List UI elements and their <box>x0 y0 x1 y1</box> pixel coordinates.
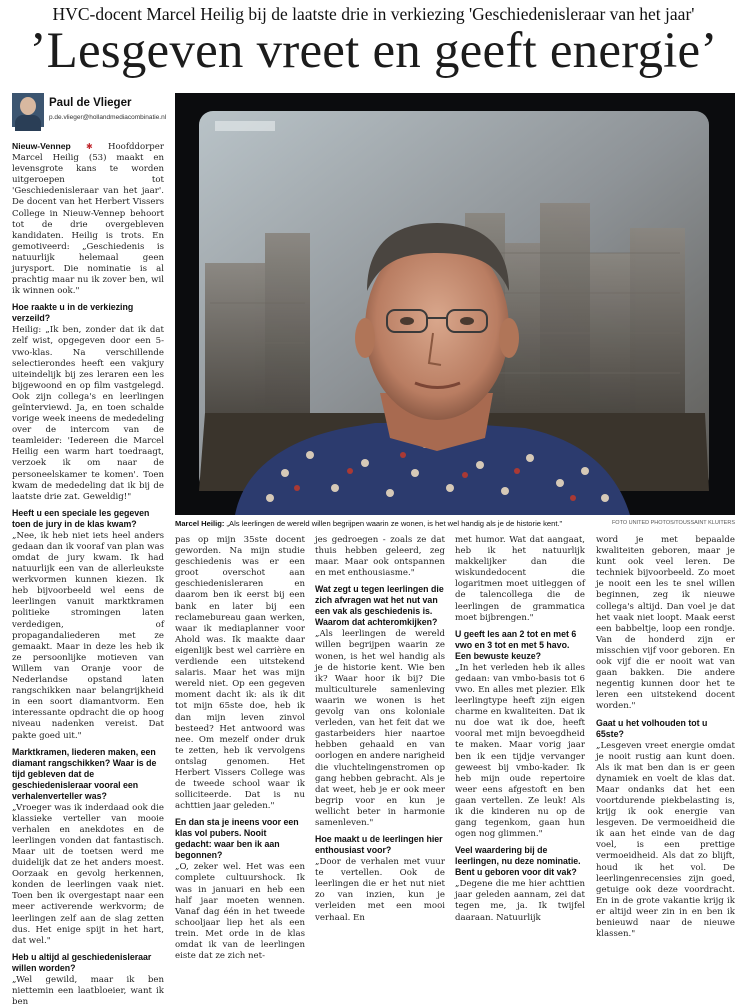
question-heading: Wat zegt u tegen leerlingen die zich afvragen wat het nut van een vak als geschiedenis is. Waarom dat achteromkijken? <box>315 584 444 628</box>
caption-name: Marcel Heilig: <box>175 519 225 528</box>
answer-paragraph: „Als leerlingen de wereld willen begrijpen waarin ze wonen, is het wel handig als je de historie kent. Wie ben ik? Waar hoor ik bij? Die multiculturele samenleving waarin we wonen is het gevolg van ons koloniale verleden, van het feit dat we gastarbeiders hier naartoe hebben gehaald en van oorlogen en andere narigheid die vluchtelingenstromen op gang hebben gebracht. Als je dat weet, heb je er ook meer begrip voor en kun je wellicht beter in harmonie samenleven." <box>315 629 445 828</box>
question-heading: Heb u altijd al geschiedenisleraar willen worden? <box>12 951 152 973</box>
answer-paragraph: „Vroeger was ik inderdaad ook die klassieke verteller van mooie verhalen en anekdotes en de leerlingen vonden dat fantastisch. Maar uit de toetsen werd me duidelijk dat ze het anders moest. Oorzaak en gevolg herkennen, konden de leerlingen vaak niet. Toen ben ik overgestapt naar een meer activerende werkvorm; de leerlingen zelf aan de slag zetten dus. Het enige spijt in het hart, dat wel." <box>12 802 164 946</box>
author-avatar <box>12 93 44 127</box>
answer-paragraph: jes gedroegen - zoals ze dat thuis hebben geleerd, zeg maar. Maar ook ontspannen en met enthousiasme." <box>315 535 445 579</box>
question-heading: En dan sta je ineens voor een klas vol pubers. Nooit gedacht: waar ben ik aan begonnen? <box>175 817 299 861</box>
caption-text: „Als leerlingen de wereld willen begrijpen waarin ze wonen, is het wel handig als je de historie kent." <box>226 519 563 528</box>
answer-paragraph: word je met bepaalde kwaliteiten geboren, maar je kunt ook veel leren. De techniek bijvoorbeeld. Zo moet je nooit een les te snel willen beginnen, zeg ik nieuwe collega's altijd. Dan voel je dat het vaak niet loopt. Maak eerst een babbeltje, loop een rondje. Van de honderd zijn er misschien vijf voor geboren. En ook vijf die er nooit wat van gaan bakken. Die andere negentig kunnen door het te leren een uitstekend docent worden." <box>596 535 735 712</box>
author-email[interactable]: p.de.vlieger@hollandmediacombinatie.nl <box>49 114 167 121</box>
question-heading: Hoe raakte u in de verkiezing verzeild? <box>12 302 134 324</box>
photo-caption <box>175 519 595 528</box>
intro-text: Hoofddorper Marcel Heilig (53) maakt en levensgrote kans te worden uitgeroepen tot 'Geschiedenisleraar van het jaar'. De docent van het Herbert Vissers College in Nieuw-Vennep behoort tot de drie overgebleven kandidaten. Heilig is trots. En gemotiveerd: „Geschiedenis is natuurlijk helemaal geen jurysport. Die nominatie is al prachtig maar nu ik zover ben, wil ik winnen ook." <box>12 142 164 297</box>
photo-credit: FOTO UNITED PHOTOS/TOUSSAINT KLUITERS <box>611 520 735 526</box>
answer-paragraph: Heilig: „Ik ben, zonder dat ik dat zelf wist, opgegeven door een 5-vwo-klas. Na verschillende selectierondes heeft een vakjury uiteindelijk bij zes leraren een les bijgewoond en op film vastgelegd. Ook zijn collega's en leerlingen geïnterviewd. Ja, en toen schalde vorige week ineens de mededeling over de intercom van de teamleider: 'Iedereen die Marcel Heilig een warm hart toedraagt, verzoek ik om naar de personeelskamer te komen'. Toen kwam de mededeling dat ik bij de laatste drie zat. Geweldig!" <box>12 325 164 502</box>
question-heading: Heeft u een speciale les gegeven toen de jury in de klas kwam? <box>12 507 150 529</box>
column-2 <box>175 535 305 962</box>
column-1 <box>12 141 164 1007</box>
dateline-place: Nieuw-Vennep <box>12 141 71 151</box>
answer-paragraph: met humor. Wat dat aangaat, heb ik het natuurlijk makkelijker dan die wiskundedocent die logaritmen moet uitleggen of de talencollega die de leerlingen de grammatica moet bijbrengen." <box>455 535 585 623</box>
intro-paragraph <box>12 141 164 297</box>
question-heading: Gaat u het volhouden tot u 65ste? <box>596 717 708 739</box>
column-4 <box>455 535 585 923</box>
portrait-illustration <box>175 93 735 515</box>
dateline-star-icon: ✱ <box>86 142 93 151</box>
author-name: Paul de Vlieger <box>49 97 132 109</box>
answer-paragraph: pas op mijn 35ste docent geworden. Na mijn studie geschiedenis was er een groot overschot aan geschiedenisleraren en daarom ben ik eerst bij een bank en later bij een reclamebureau gaan werken, waar ik mediaplanner voor Ahold was. Ik maakte daar eigenlijk best wel carrière en verdiende een uitstekend salaris. Maar het was mijn wereld niet. Op een gegeven moment dacht ik: als ik dit tot mijn 65ste doe, heb ik dan mijn leven zinvol besteed? Het antwoord was nee. Om mezelf onder druk te zetten, heb ik vervolgens ontslag genomen. Het Herbert Vissers College was de tweede school waar ik solliciteerde. Dat is nu achttien jaar geleden." <box>175 535 305 812</box>
kicker: HVC-docent Marcel Heilig bij de laatste drie in verkiezing 'Geschiedenisleraar van het jaar' <box>52 4 695 24</box>
question-heading: Marktkramen, liederen maken, een diamant rangschikken? Waar is de tijd gebleven dat de geschiedenisleraar vooral een verhalenverteller was? <box>12 746 157 801</box>
answer-paragraph: „Nee, ik heb niet iets heel anders gedaan dan ik vooraf van plan was omdat de jury kwam. Ik had natuurlijk een van de allerleukste werkvormen kunnen kiezen. Ik heb bijvoorbeeld wel eens de leerlingen vanuit marktkramen politieke stromingen laten verdedigen, of propagandaliederen met ze gemaakt. Maar in deze les heb ik ze persoonlijke motieven van Willem van Oranje voor de Nederlandse opstand laten rangschikken naar belangrijkheid in een soort diamantvorm. Een interessante opdracht die op hoog niveau nadenken vereist. Dat pakte goed uit." <box>12 530 164 741</box>
column-3 <box>315 535 445 923</box>
question-heading: Veel waardering bij de leerlingen, nu deze nominatie. Bent u geboren voor dit vak? <box>455 845 581 878</box>
question-heading: U geeft les aan 2 tot en met 6 vwo en 3 tot en met 5 havo. Een bewuste keuze? <box>455 628 577 661</box>
answer-paragraph: „O, zeker wel. Het was een complete cultuurshock. Ik was in januari en heb een half jaar moeten wennen. Vanaf dag één in het tweede schooljaar liep het als een trein. Met orde in de klas omdat ik van de leerlingen eiste dat ze zich net- <box>175 862 305 962</box>
portrait-photo <box>175 93 735 515</box>
answer-paragraph: „Wel gewild, maar ik ben niettemin een laatbloeier, want ik ben <box>12 974 164 1007</box>
answer-paragraph: „Door de verhalen met vuur te vertellen. Ook de leerlingen die er het nut niet zo van inzien, kun je verleiden met een mooi verhaal. En <box>315 857 445 923</box>
column-5 <box>596 535 735 940</box>
answer-paragraph: „Degene die me hier achttien jaar geleden aannam, zei dat tegen me, ja. Ik twijfel daaraan. Natuurlijk <box>455 879 585 923</box>
headline: ’Lesgeven vreet en geeft energie’ <box>29 23 718 79</box>
answer-paragraph: „In het verleden heb ik alles gedaan: van vmbo-basis tot 6 vwo. En alles met plezier. Elk leerlingtype heeft zijn eigen charme en kwaliteiten. Dat ik nu doe wat ik doe, heeft vooral met mijn bevoegdheid te maken. Maar vorig jaar ben ik een tijdje vervanger geweest bij vmbo-kader. Ik heb mijn oude repertoire weer eens afgestoft en ben gaan vertellen. Ze leuk! Als ik die kinderen nu op de gang tegenkom, gaan hun ogen nog glimmen." <box>455 662 585 840</box>
answer-paragraph: „Lesgeven vreet energie omdat je nooit rustig aan kunt doen. Als ik mat ben dan is er geen dynamiek en voelt de klas dat. Maar ondanks dat het een voortdurende piekbelasting is, krijg ik ook energie van lesgeven. De vermoeidheid die ik aan het einde van de dag voel, is een prettige vermoeidheid. Als dat zo blijft, houd ik het vol. De leerlingenrecensies zijn goed, getuige ook deze voordracht. En in de grote vakantie krijg ik er altijd weer zin in en ben ik benieuwd naar de nieuwe klassen." <box>596 740 735 940</box>
question-heading: Hoe maakt u de leerlingen hier enthousiast voor? <box>315 834 443 856</box>
byline <box>12 93 167 129</box>
